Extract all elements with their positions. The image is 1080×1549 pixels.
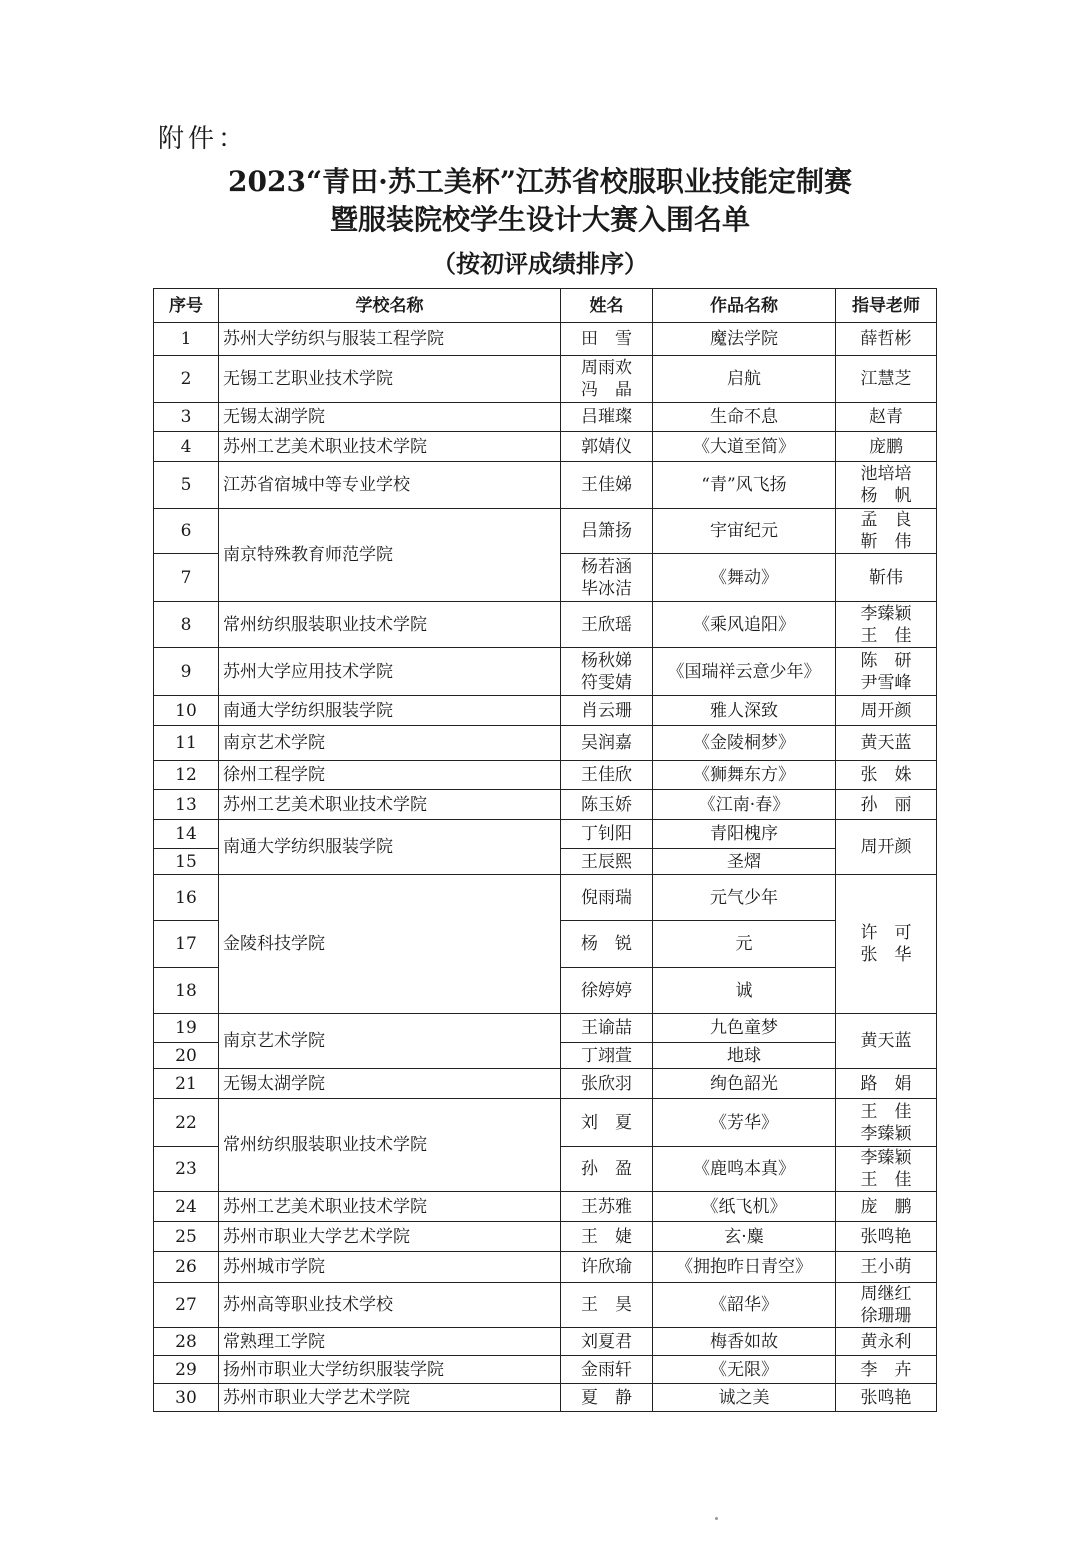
cell-name: 夏 静: [561, 1384, 653, 1412]
cell-work: 《狮舞东方》: [653, 761, 836, 790]
cell-work: 《江南·春》: [653, 790, 836, 820]
cell-teacher: 王 佳 李臻颖: [836, 1099, 937, 1147]
cell-no: 4: [154, 432, 219, 462]
cell-work: 《纸飞机》: [653, 1192, 836, 1222]
cell-name: 刘夏君: [561, 1328, 653, 1356]
cell-teacher: 张鸣艳: [836, 1222, 937, 1252]
table-row: [154, 1252, 937, 1283]
cell-school: 南通大学纺织服装学院: [219, 820, 561, 875]
cell-teacher: 池培培 杨 帆: [836, 462, 937, 509]
cell-name: 丁钊阳: [561, 820, 653, 849]
table-row: [154, 1384, 937, 1412]
cell-work: 《大道至简》: [653, 432, 836, 462]
cell-school: 南京艺术学院: [219, 1014, 561, 1069]
cell-work: 《舞动》: [653, 554, 836, 602]
cell-no: 6: [154, 509, 219, 554]
cell-no: 1: [154, 323, 219, 356]
cell-work: 梅香如故: [653, 1328, 836, 1356]
cell-name: 杨 锐: [561, 921, 653, 968]
cell-school: 常州纺织服装职业技术学院: [219, 1099, 561, 1192]
cell-no: 26: [154, 1252, 219, 1283]
cell-school: 无锡工艺职业技术学院: [219, 356, 561, 403]
cell-name: 王苏雅: [561, 1192, 653, 1222]
cell-name: 杨若涵 毕冰洁: [561, 554, 653, 602]
cell-teacher: 庞 鹏: [836, 1192, 937, 1222]
cell-work: 青阳槐序: [653, 820, 836, 849]
cell-name: 王 婕: [561, 1222, 653, 1252]
table-row: [154, 820, 937, 849]
cell-teacher: 薛哲彬: [836, 323, 937, 356]
cell-name: 郭婧仪: [561, 432, 653, 462]
cell-school: 扬州市职业大学纺织服装学院: [219, 1356, 561, 1384]
cell-work: 《乘风追阳》: [653, 602, 836, 648]
cell-work: 地球: [653, 1043, 836, 1069]
cell-school: 苏州工艺美术职业技术学院: [219, 1192, 561, 1222]
table-row: [154, 403, 937, 432]
cell-teacher: 赵青: [836, 403, 937, 432]
table-row: [154, 1192, 937, 1222]
cell-no: 20: [154, 1043, 219, 1069]
cell-school: 苏州高等职业技术学校: [219, 1283, 561, 1328]
cell-name: 吴润嘉: [561, 726, 653, 761]
cell-work: 元气少年: [653, 875, 836, 921]
cell-name: 吕箫扬: [561, 509, 653, 554]
cell-no: 23: [154, 1147, 219, 1192]
cell-name: 田 雪: [561, 323, 653, 356]
cell-no: 16: [154, 875, 219, 921]
cell-name: 倪雨瑞: [561, 875, 653, 921]
header-name: 姓名: [561, 289, 653, 323]
cell-work: 雅人深致: [653, 696, 836, 726]
cell-teacher: 周开颜: [836, 820, 937, 875]
cell-no: 28: [154, 1328, 219, 1356]
cell-work: 《金陵桐梦》: [653, 726, 836, 761]
cell-work: 诚之美: [653, 1384, 836, 1412]
cell-work: 《鹿鸣本真》: [653, 1147, 836, 1192]
header-school: 学校名称: [219, 289, 561, 323]
cell-teacher: 路 娟: [836, 1069, 937, 1099]
cell-teacher: 江慧芝: [836, 356, 937, 403]
table-row: [154, 1283, 937, 1328]
cell-no: 21: [154, 1069, 219, 1099]
cell-no: 13: [154, 790, 219, 820]
cell-no: 17: [154, 921, 219, 968]
cell-name: 陈玉娇: [561, 790, 653, 820]
cell-no: 30: [154, 1384, 219, 1412]
cell-teacher: 周继红 徐珊珊: [836, 1283, 937, 1328]
cell-teacher: 黄天蓝: [836, 726, 937, 761]
cell-no: 8: [154, 602, 219, 648]
table-row: [154, 726, 937, 761]
cell-no: 27: [154, 1283, 219, 1328]
cell-teacher: 张鸣艳: [836, 1384, 937, 1412]
table-row: [154, 761, 937, 790]
cell-work: 元: [653, 921, 836, 968]
table-row: [154, 462, 937, 509]
cell-work: 九色童梦: [653, 1014, 836, 1043]
cell-work: 玄·麋: [653, 1222, 836, 1252]
cell-name: 王欣瑶: [561, 602, 653, 648]
cell-school: 苏州大学应用技术学院: [219, 648, 561, 696]
cell-teacher: 王小萌: [836, 1252, 937, 1283]
cell-teacher: 孟 良 靳 伟: [836, 509, 937, 554]
cell-name: 张欣羽: [561, 1069, 653, 1099]
cell-school: 常州纺织服装职业技术学院: [219, 602, 561, 648]
cell-teacher: 黄天蓝: [836, 1014, 937, 1069]
table-row: [154, 648, 937, 696]
cell-name: 肖云珊: [561, 696, 653, 726]
cell-work: 诚: [653, 968, 836, 1014]
cell-teacher: 李 卉: [836, 1356, 937, 1384]
cell-no: 22: [154, 1099, 219, 1147]
cell-school: 无锡太湖学院: [219, 403, 561, 432]
cell-teacher: 李臻颖 王 佳: [836, 1147, 937, 1192]
cell-work: 《韶华》: [653, 1283, 836, 1328]
cell-teacher: 孙 丽: [836, 790, 937, 820]
cell-name: 周雨欢 冯 晶: [561, 356, 653, 403]
cell-work: 《国瑞祥云意少年》: [653, 648, 836, 696]
cell-school: 金陵科技学院: [219, 875, 561, 1014]
cell-no: 15: [154, 849, 219, 875]
cell-school: 南京艺术学院: [219, 726, 561, 761]
cell-work: “青”风飞扬: [653, 462, 836, 509]
cell-teacher: 李臻颖 王 佳: [836, 602, 937, 648]
cell-no: 3: [154, 403, 219, 432]
cell-school: 常熟理工学院: [219, 1328, 561, 1356]
document-title-line2: 暨服装院校学生设计大赛入围名单: [329, 203, 750, 236]
table-row: [154, 1328, 937, 1356]
cell-no: 9: [154, 648, 219, 696]
table-header-row: [154, 289, 937, 323]
cell-name: 王佳娣: [561, 462, 653, 509]
cell-no: 7: [154, 554, 219, 602]
cell-no: 11: [154, 726, 219, 761]
finalist-table: [153, 288, 937, 1412]
cell-school: 苏州市职业大学艺术学院: [219, 1384, 561, 1412]
cell-teacher: 许 可 张 华: [836, 875, 937, 1014]
cell-name: 孙 盈: [561, 1147, 653, 1192]
cell-work: 《芳华》: [653, 1099, 836, 1147]
cell-no: 5: [154, 462, 219, 509]
document-subtitle: （按初评成绩排序）: [432, 249, 648, 278]
table-row: [154, 432, 937, 462]
cell-name: 丁翊萱: [561, 1043, 653, 1069]
cell-no: 25: [154, 1222, 219, 1252]
cell-school: 苏州市职业大学艺术学院: [219, 1222, 561, 1252]
cell-teacher: 靳伟: [836, 554, 937, 602]
attachment-label: 附件：: [158, 124, 249, 154]
cell-work: 圣熠: [653, 849, 836, 875]
cell-work: 绚色韶光: [653, 1069, 836, 1099]
cell-school: 苏州城市学院: [219, 1252, 561, 1283]
cell-name: 王辰熙: [561, 849, 653, 875]
table-row: [154, 323, 937, 356]
cell-no: 12: [154, 761, 219, 790]
cell-name: 吕璀璨: [561, 403, 653, 432]
cell-teacher: 庞鹏: [836, 432, 937, 462]
cell-teacher: 黄永利: [836, 1328, 937, 1356]
cell-name: 王 昊: [561, 1283, 653, 1328]
table-row: [154, 1356, 937, 1384]
table-row: [154, 1099, 937, 1147]
cell-work: 启航: [653, 356, 836, 403]
cell-school: 苏州工艺美术职业技术学院: [219, 432, 561, 462]
cell-work: 生命不息: [653, 403, 836, 432]
cell-no: 18: [154, 968, 219, 1014]
cell-school: 苏州大学纺织与服装工程学院: [219, 323, 561, 356]
cell-name: 王佳欣: [561, 761, 653, 790]
cell-work: 宇宙纪元: [653, 509, 836, 554]
cell-name: 王谕喆: [561, 1014, 653, 1043]
cell-no: 10: [154, 696, 219, 726]
cell-teacher: 陈 研 尹雪峰: [836, 648, 937, 696]
table-row: [154, 696, 937, 726]
cell-name: 徐婷婷: [561, 968, 653, 1014]
cell-no: 19: [154, 1014, 219, 1043]
table-row: [154, 602, 937, 648]
cell-teacher: 张 姝: [836, 761, 937, 790]
cell-school: 徐州工程学院: [219, 761, 561, 790]
cell-no: 14: [154, 820, 219, 849]
table-row: [154, 1069, 937, 1099]
table-row: [154, 1222, 937, 1252]
table-row: [154, 509, 937, 554]
table-row: [154, 875, 937, 921]
cell-no: 24: [154, 1192, 219, 1222]
cell-work: 魔法学院: [653, 323, 836, 356]
cell-work: 《拥抱昨日青空》: [653, 1252, 836, 1283]
header-no: 序号: [154, 289, 219, 323]
cell-no: 29: [154, 1356, 219, 1384]
cell-teacher: 周开颜: [836, 696, 937, 726]
cell-school: 南通大学纺织服装学院: [219, 696, 561, 726]
cell-name: 杨秋娣 符雯婧: [561, 648, 653, 696]
cell-school: 苏州工艺美术职业技术学院: [219, 790, 561, 820]
table-row: [154, 1014, 937, 1043]
scan-speck: [715, 1517, 718, 1520]
header-teacher: 指导老师: [836, 289, 937, 323]
header-work: 作品名称: [653, 289, 836, 323]
table-body: [154, 323, 937, 1412]
document-title-line1: 2023“青田·苏工美杯”江苏省校服职业技能定制赛: [228, 165, 852, 198]
table-row: [154, 790, 937, 820]
cell-no: 2: [154, 356, 219, 403]
cell-school: 江苏省宿城中等专业学校: [219, 462, 561, 509]
table-row: [154, 356, 937, 403]
cell-school: 无锡太湖学院: [219, 1069, 561, 1099]
cell-school: 南京特殊教育师范学院: [219, 509, 561, 602]
cell-name: 许欣瑜: [561, 1252, 653, 1283]
cell-name: 刘 夏: [561, 1099, 653, 1147]
cell-name: 金雨轩: [561, 1356, 653, 1384]
cell-work: 《无限》: [653, 1356, 836, 1384]
